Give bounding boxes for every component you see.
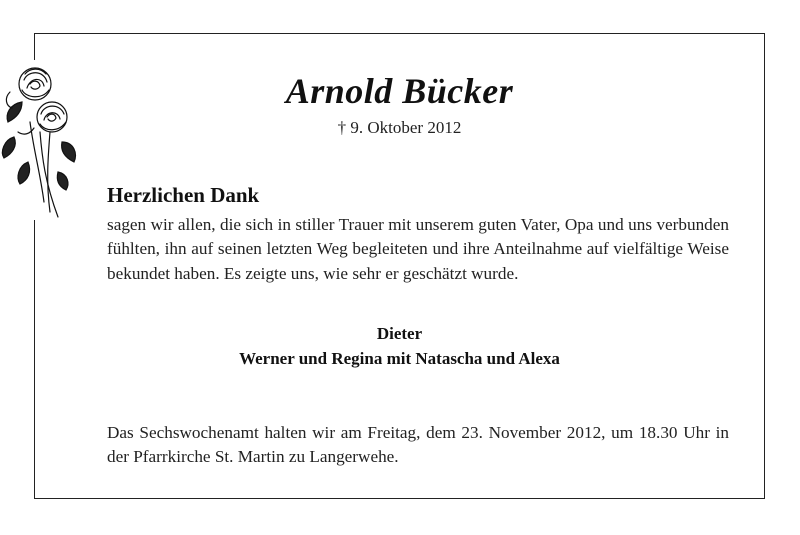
signature-line: Werner und Regina mit Natascha und Alexa	[239, 349, 560, 368]
thanks-text: sagen wir allen, die sich in stiller Trauer mit unserem guten Vater, Opa und uns verbunden fühlten, ihn auf seinen letzten Weg begleiteten und ihre Anteilnahme auf vielfältige Weise bekundet haben. Es zeigte uns, wie sehr er geschätzt wurde.	[107, 215, 729, 283]
thanks-heading: Herzlichen Dank	[107, 183, 260, 207]
service-notice: Das Sechswochenamt halten wir am Freitag, dem 23. November 2012, um 18.30 Uhr in der Pfarrkirche St. Martin zu Langerwehe.	[107, 423, 729, 467]
death-date: † 9. Oktober 2012	[337, 118, 462, 137]
signature-line: Dieter	[376, 324, 423, 343]
deceased-name: Arnold Bücker	[285, 71, 514, 111]
